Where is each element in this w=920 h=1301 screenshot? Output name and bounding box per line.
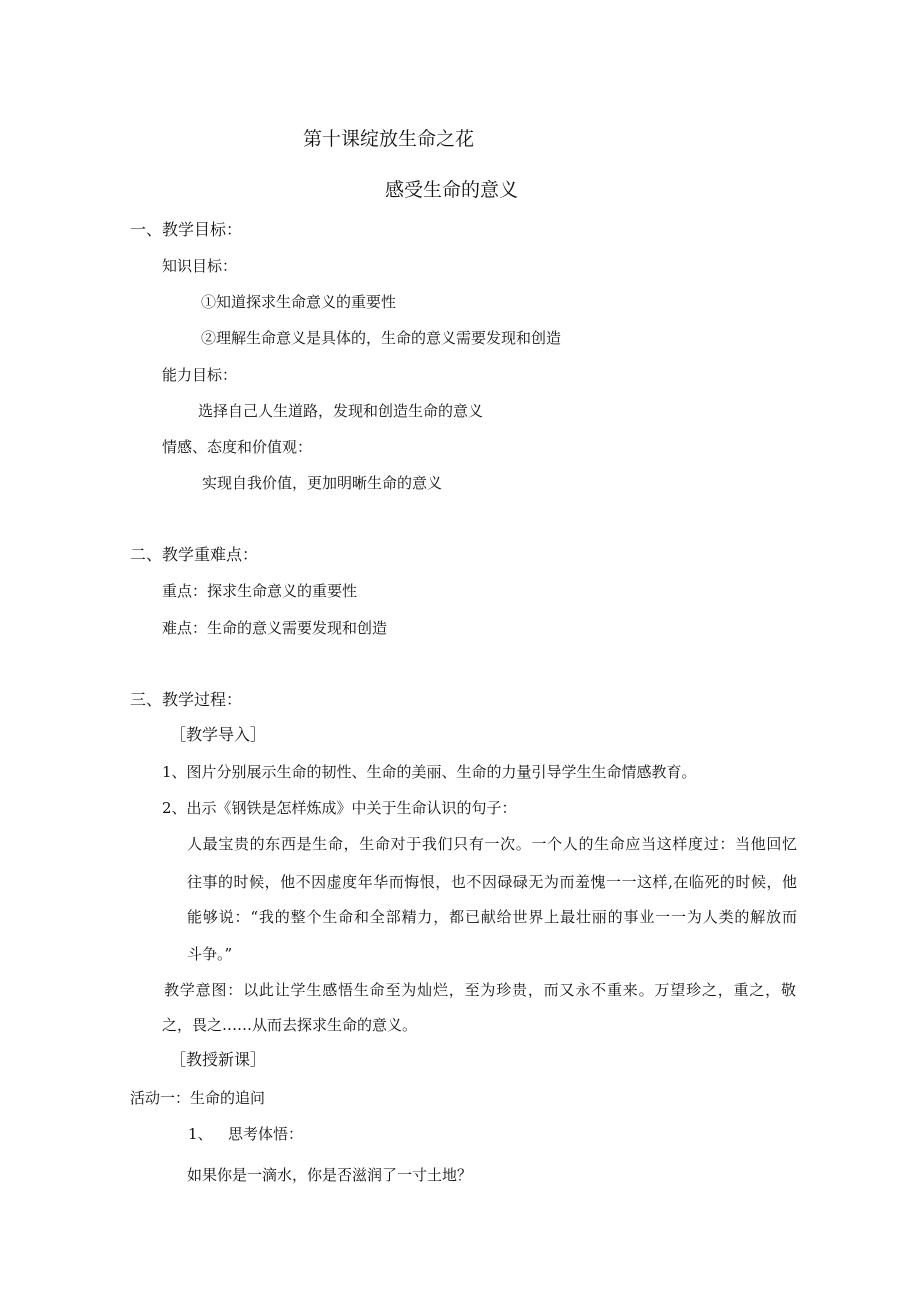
teaching-intent-line-1: 教学意图：以此让学生感悟生命至为灿烂，至为珍贵，而又永不重来。万望珍之，重之，敬 [164,981,796,999]
knowledge-item-1: ①知道探求生命意义的重要性 [201,293,397,311]
quote-line-4: 斗争。” [187,945,233,963]
doc-subtitle: 感受生命的意义 [385,179,519,201]
doc-title: 第十课绽放生命之花 [303,128,475,150]
new-lesson-label: ［教授新课］ [170,1050,267,1069]
activity-1-title: 活动一：生命的追问 [130,1089,266,1107]
process-paragraph-2: 2、出示《钢铁是怎样炼成》中关于生命认识的句子： [162,799,517,817]
key-point: 重点：探求生命意义的重要性 [162,582,358,600]
process-paragraph-1: 1、图片分别展示生命的韧性、生命的美丽、生命的力量引导学生生命情感教育。 [162,763,697,781]
teaching-intent-line-2: 之，畏之……从而去探求生命的意义。 [162,1016,418,1034]
quote-line-3: 能够说：“我的整个生命和全部精力，都已献给世界上最壮丽的事业一一为人类的解放而 [187,908,797,926]
section-heading-objectives: 一、教学目标： [130,220,243,239]
emotion-label: 情感、态度和价值观： [162,438,313,456]
knowledge-item-2: ②理解生命意义是具体的，生命的意义需要发现和创造 [201,329,562,347]
emotion-item-1: 实现自我价值，更加明晰生命的意义 [202,474,443,492]
section-heading-key-points: 二、教学重难点： [130,545,259,564]
intro-label: ［教学导入］ [170,725,267,744]
knowledge-label: 知识目标： [162,257,238,275]
ability-label: 能力目标： [162,366,238,384]
quote-line-1: 人最宝贵的东西是生命，生命对于我们只有一次。一个人的生命应当这样度过：当他回忆 [187,835,797,853]
section-heading-process: 三、教学过程： [130,690,243,709]
think-label: 思考体悟： [228,1125,304,1143]
quote-line-2: 往事的时候，他不因虚度年华而悔恨，也不因碌碌无为而羞愧一一这样,在临死的时候，他 [187,873,797,891]
difficult-point: 难点：生命的意义需要发现和创造 [162,619,388,637]
ability-item-1: 选择自己人生道路，发现和创造生命的意义 [198,402,484,420]
think-number: 1、 [188,1125,213,1143]
question-1: 如果你是一滴水，你是否滋润了一寸土地？ [187,1166,473,1184]
